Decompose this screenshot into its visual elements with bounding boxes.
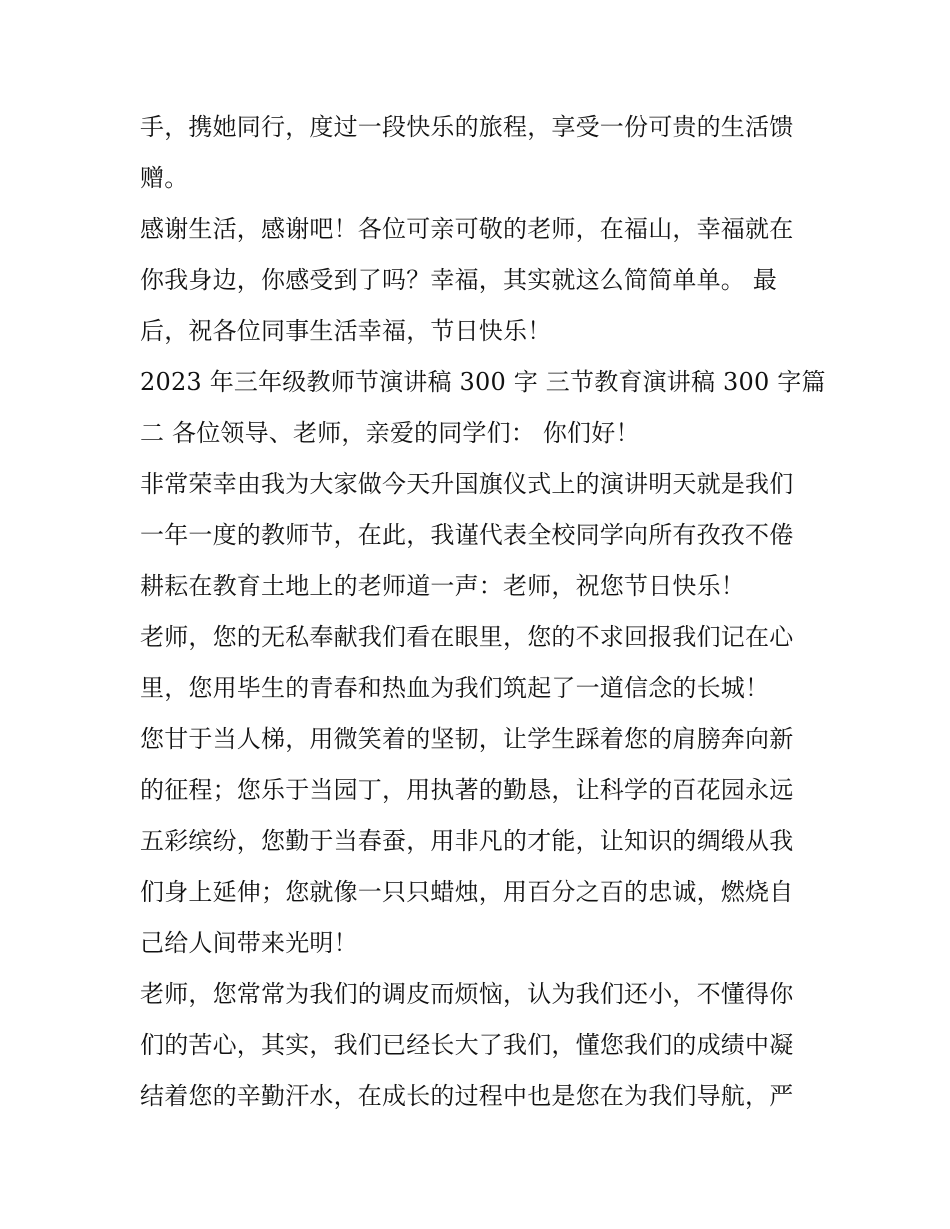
text-line: 们的苦心，其实，我们已经长大了我们，懂您我们的成绩中凝	[140, 1031, 794, 1059]
text-line: 您甘于当人梯，用微笑着的坚韧，让学生踩着您的肩膀奔向新	[140, 725, 794, 753]
text-line: 里，您用毕生的青春和热血为我们筑起了一道信念的长城！	[140, 674, 770, 702]
heading-line: 二 各位领导、老师，亲爱的同学们： 你们好！	[140, 419, 640, 447]
text-line: 老师，您常常为我们的调皮而烦恼，认为我们还小，不懂得你	[140, 980, 794, 1008]
text-line: 非常荣幸由我为大家做今天升国旗仪式上的演讲明天就是我们	[140, 470, 794, 498]
text-line: 你我身边，你感受到了吗？幸福，其实就这么简简单单。 最	[140, 266, 778, 294]
text-line: 的征程；您乐于当园丁，用执著的勤恳，让科学的百花园永远	[140, 776, 794, 804]
text-line: 感谢生活，感谢吧！各位可亲可敬的老师，在福山，幸福就在	[140, 215, 794, 243]
text-line: 结着您的辛勤汗水，在成长的过程中也是您在为我们导航，严	[140, 1082, 794, 1110]
text-line: 耕耘在教育土地上的老师道一声：老师，祝您节日快乐！	[140, 572, 745, 600]
text-line: 五彩缤纷，您勤于当春蚕，用非凡的才能，让知识的绸缎从我	[140, 827, 794, 855]
text-line: 老师，您的无私奉献我们看在眼里，您的不求回报我们记在心	[140, 623, 794, 651]
text-line: 们身上延伸；您就像一只只蜡烛，用百分之百的忠诚，燃烧自	[140, 878, 794, 906]
heading-line: 2023 年三年级教师节演讲稿 300 字 三节教育演讲稿 300 字篇	[140, 368, 826, 396]
text-line: 己给人间带来光明！	[140, 929, 358, 957]
document-body	[140, 102, 826, 1122]
text-line: 赠。	[140, 164, 189, 192]
text-line: 手，携她同行，度过一段快乐的旅程，享受一份可贵的生活馈	[140, 113, 794, 141]
text-line: 一年一度的教师节，在此，我谨代表全校同学向所有孜孜不倦	[140, 521, 794, 549]
text-line: 后，祝各位同事生活幸福，节日快乐！	[140, 317, 552, 345]
